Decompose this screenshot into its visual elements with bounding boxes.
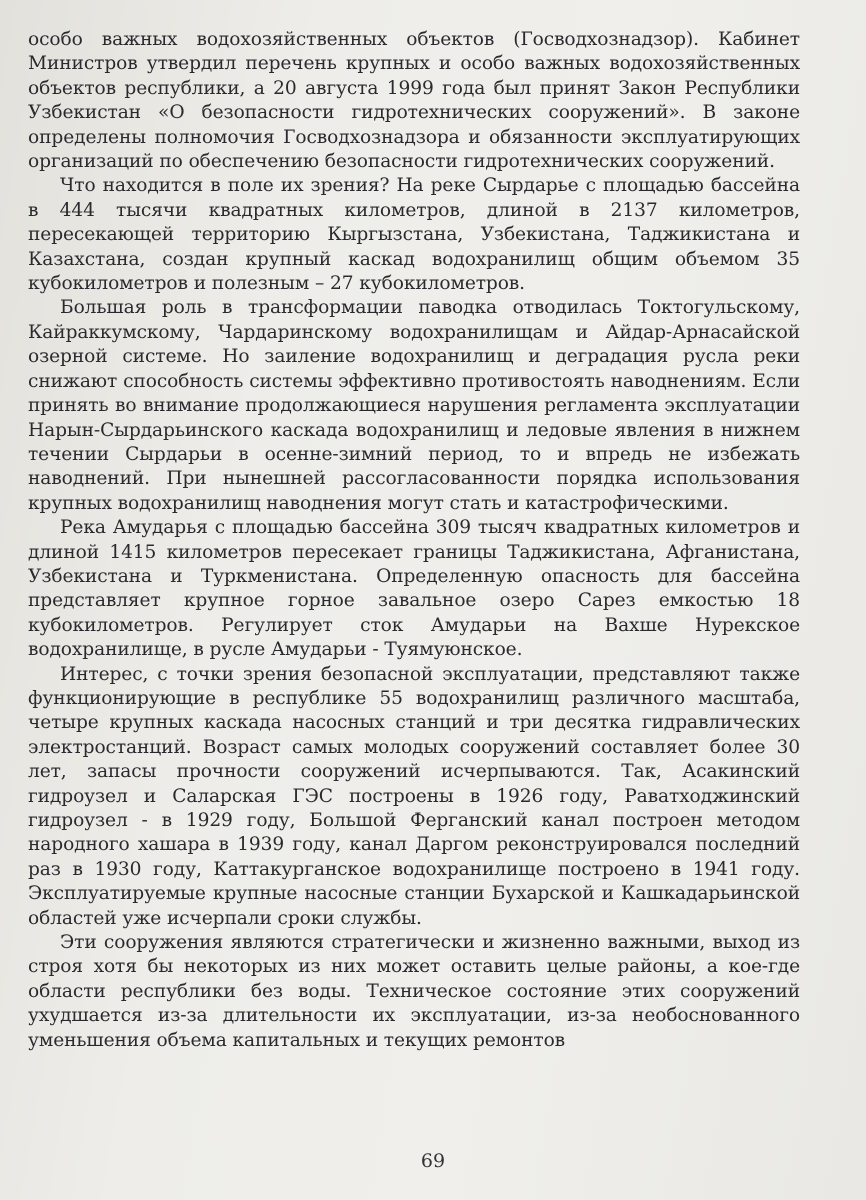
paragraph-5: Интерес, с точки зрения безопасной эксплуатации, представляют также функционирующие в республике 55 водохранилищ различного масштаба, четыре крупных каскада насосных станций и три десятка гидравлических электростанций. Возраст самых молодых сооружений составляет более 30 лет, запасы прочности сооружений исчерпываются. Так, Асакинский гидроузел и Саларская ГЭС построены в 1926 году, Раватходжинский гидроузел - в 1929 году, Большой Ферганский канал построен методом народного хашара в 1939 году, канал Даргом реконструировался последний раз в 1930 году, Каттакурганское водохранилище построено в 1941 году. Эксплуатируемые крупные насосные станции Бухарской и Кашкадарьинской областей уже исчерпали сроки службы. bbox=[28, 663, 800, 929]
body-text bbox=[28, 28, 800, 1053]
paragraph-4: Река Амударья с площадью бассейна 309 тысяч квадратных километров и длиной 1415 километров пересекает границы Таджикистана, Афганистана, Узбекистана и Туркменистана. Определенную опасность для бассейна представляет крупное горное завальное озеро Сарез емкостью 18 кубокилометров. Регулирует сток Амударьи на Вахше Нурекское водохранилище, в русле Амударьи - Туямуюнское. bbox=[28, 517, 800, 661]
paragraph-3: Большая роль в трансформации паводка отводилась Токтогульскому, Кайраккумскому, Чардаринскому водохранилищам и Айдар-Арнасайской озерной системе. Но заиление водохранилищ и деградация русла реки снижают способность системы эффективно противостоять наводнениям. Если принять во внимание продолжающиеся нарушения регламента эксплуатации Нарын-Сырдарьинского каскада водохранилищ и ледовые явления в нижнем течении Сырдарьи в осенне-зимний период, то и впредь не избежать наводнений. При нынешней рассогласованности порядка использования крупных водохранилищ наводнения могут стать и катастрофическими. bbox=[28, 297, 800, 514]
paragraph-6: Эти сооружения являются стратегически и жизненно важными, выход из строя хотя бы некоторых из них может оставить целые районы, а кое-где области республики без воды. Техническое состояние этих сооружений ухудшается из-за длительности их эксплуатации, из-за необоснованного уменьшения объема капитальных и текущих ремонтов bbox=[28, 932, 800, 1051]
page-number: 69 bbox=[420, 1150, 446, 1172]
paragraph-2: Что находится в поле их зрения? На реке Сырдарье с площадью бассейна в 444 тысячи квадратных километров, длиной в 2137 километров, пересекающей территорию Кыргызстана, Узбекистана, Таджикистана и Казахстана, создан крупный каскад водохранилищ общим объемом 35 кубокилометров и полезным – 27 кубокилометров. bbox=[28, 175, 800, 295]
paragraph-1: особо важных водохозяйственных объектов (Госводхознадзор). Кабинет Министров утвердил перечень крупных и особо важных водохозяйственных объектов республики, а 20 августа 1999 года был принят Закон Республики Узбекистан «О безопасности гидротехнических сооружений». В законе определены полномочия Госводхознадзора и обязанности эксплуатирующих организаций по обеспечению безопасности гидротехнических сооружений. bbox=[28, 29, 800, 173]
